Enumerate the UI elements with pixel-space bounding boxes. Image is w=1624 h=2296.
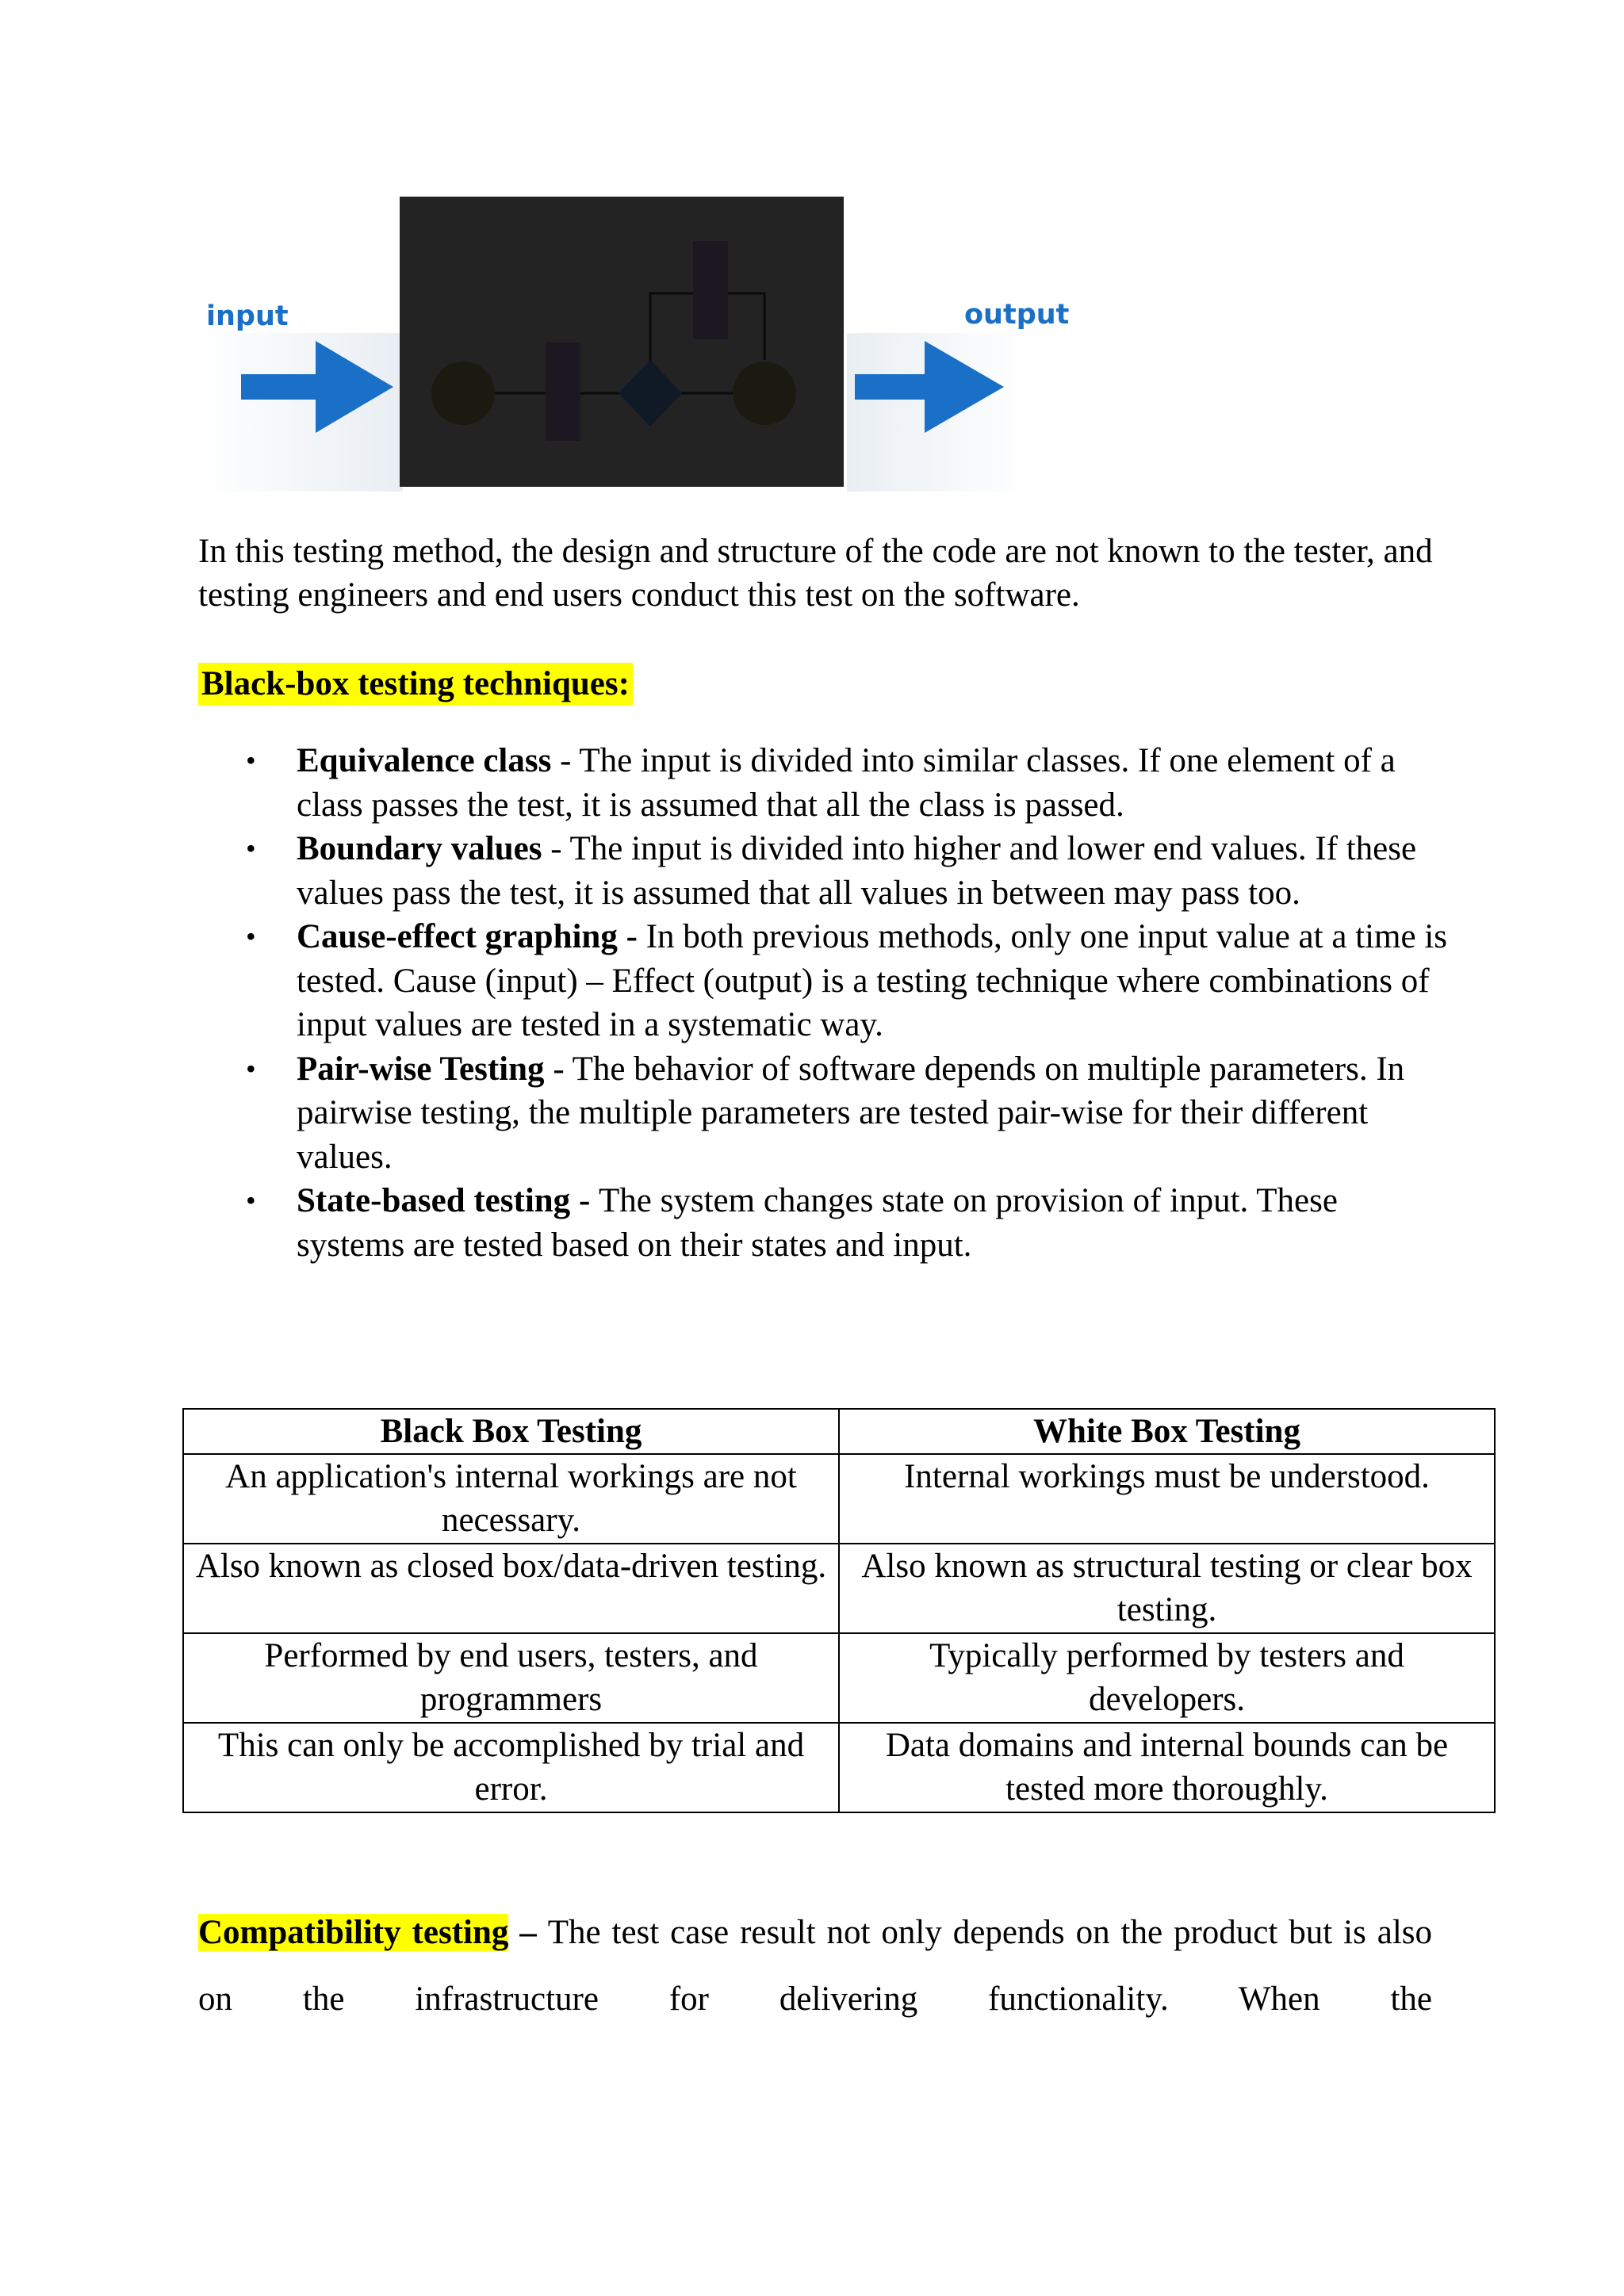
comparison-table (182, 1408, 1496, 1813)
bullet-icon: • (246, 832, 256, 864)
column-header: White Box Testing (839, 1409, 1495, 1454)
process-block-icon (546, 342, 580, 441)
output-label: output (964, 299, 1070, 331)
technique-desc: The system changes state on provision of input. These systems are tested based on their states and input. (297, 1182, 1338, 1264)
bullet-icon: • (246, 1052, 256, 1085)
techniques-list (198, 739, 1451, 1267)
compatibility-paragraph (198, 1900, 1432, 2033)
compatibility-text: The test case result not only depends on the product but is also on the infrastructure for delivering functionality. When the (198, 1914, 1432, 2018)
table-cell: Typically performed by testers and developers. (839, 1633, 1495, 1723)
start-node-icon (431, 362, 495, 425)
technique-desc: The input is divided into similar classes. If one element of a class passes the test, it is assumed that all the class is passed. (297, 742, 1396, 824)
separator: - (617, 918, 646, 955)
black-box-diagram (197, 190, 1077, 492)
table-cell: Data domains and internal bounds can be tested more thoroughly. (839, 1723, 1495, 1812)
input-label: input (206, 300, 289, 332)
table-row (183, 1723, 1495, 1812)
table-cell: Performed by end users, testers, and programmers (183, 1633, 839, 1723)
bullet-icon: • (246, 744, 256, 776)
list-item (198, 739, 1451, 827)
list-item (198, 915, 1451, 1047)
separator: - (544, 1050, 573, 1088)
branch-block-icon (693, 241, 728, 339)
table-cell: Internal workings must be understood. (839, 1454, 1495, 1544)
separator: - (570, 1182, 599, 1219)
technique-term: State-based testing (297, 1182, 571, 1219)
table-row (183, 1633, 1495, 1723)
technique-term: Equivalence class (297, 742, 552, 779)
technique-term: Cause-effect graphing (297, 918, 618, 955)
technique-term: Boundary values (297, 830, 542, 867)
left-shadow (197, 333, 403, 492)
table-header-row (183, 1409, 1495, 1454)
compatibility-term: Compatibility testing (198, 1914, 509, 1951)
table-row (183, 1454, 1495, 1544)
bullet-icon: • (246, 920, 256, 952)
technique-desc: In both previous methods, only one input value at a time is tested. Cause (input) – Effect (output) is a testing technique where combinations of input values are tested in a systematic way. (297, 918, 1448, 1043)
technique-desc: The behavior of software depends on multiple parameters. In pairwise testing, the multiple parameters are tested pair-wise for their different values. (297, 1050, 1405, 1176)
separator: - (551, 742, 580, 779)
column-header: Black Box Testing (183, 1409, 839, 1454)
end-node-icon (733, 362, 796, 425)
table-row (183, 1544, 1495, 1633)
table-cell: This can only be accomplished by trial and error. (183, 1723, 839, 1812)
table-cell: Also known as closed box/data-driven testing. (183, 1544, 839, 1633)
table-cell: An application's internal workings are not necessary. (183, 1454, 839, 1544)
table-cell: Also known as structural testing or clear box testing. (839, 1544, 1495, 1633)
bullet-icon: • (246, 1184, 256, 1216)
techniques-heading: Black-box testing techniques: (198, 663, 633, 706)
technique-term: Pair-wise Testing (297, 1050, 545, 1088)
list-item (198, 1179, 1451, 1267)
dash: – (508, 1914, 548, 1951)
separator: - (542, 830, 570, 867)
list-item (198, 827, 1451, 915)
black-box (400, 197, 844, 487)
intro-paragraph: In this testing method, the design and structure of the code are not known to the tester, and testing engineers and end users conduct this test on the software. (198, 533, 1433, 614)
technique-desc: The input is divided into higher and lower end values. If these values pass the test, it is assumed that all values in between may pass too. (297, 830, 1417, 912)
list-item (198, 1047, 1451, 1180)
